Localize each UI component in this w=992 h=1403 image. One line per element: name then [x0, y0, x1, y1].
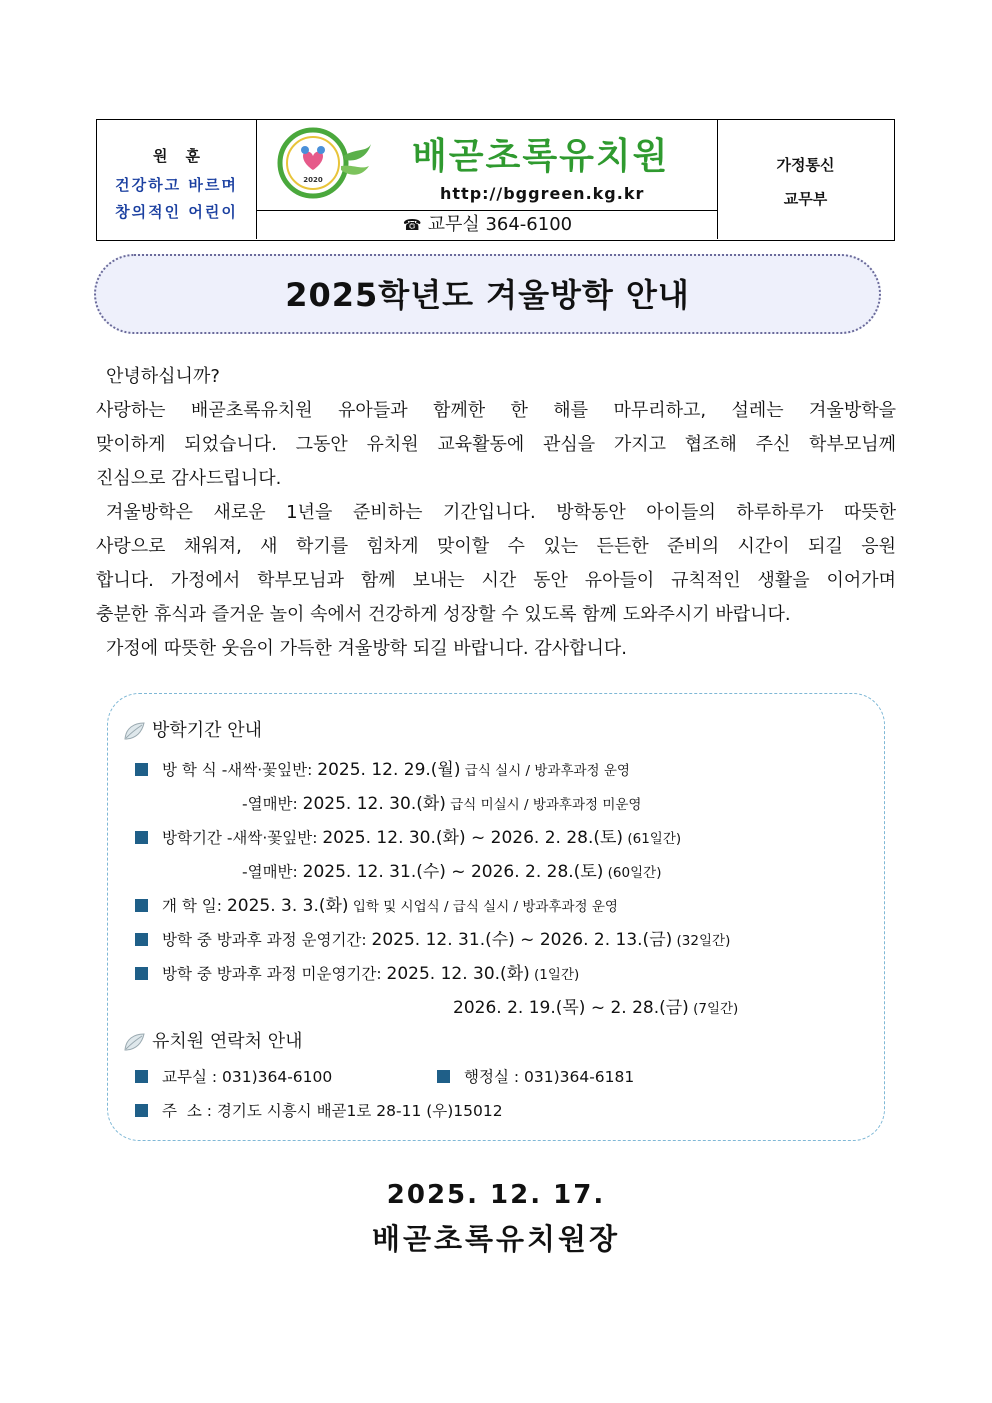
leaf-icon [122, 1031, 146, 1053]
school-cell [257, 120, 718, 239]
paragraph-line: 합니다. 가정에서 학부모님과 함께 보내는 시간 동안 유아들이 규칙적인 생활을 이어가며 [96, 570, 896, 591]
paragraph-line: 진심으로 감사드립니다. [96, 468, 282, 489]
paragraph-line: 사랑하는 배곧초록유치원 유아들과 함께한 한 해를 마무리하고, 설레는 겨울방학을 [96, 400, 896, 421]
signature: 배곧초록유치원장 [371, 1222, 621, 1256]
school-name: 배곧초록유치원 [412, 136, 670, 177]
bullet-square-icon [135, 831, 148, 844]
list-item: -열매반: 2025. 12. 30.(화) 급식 미실시 / 방과후과정 미운영 [242, 794, 642, 814]
telephone-icon: ☎ [402, 216, 422, 234]
paragraph-line: 겨울방학은 새로운 1년을 준비하는 기간입니다. 방학동안 아이들의 하루하루가 따뜻한 [106, 502, 896, 523]
page-title: 2025학년도 겨울방학 안내 [285, 276, 690, 314]
school-url[interactable]: http://bggreen.kg.kr [440, 184, 645, 203]
bullet-square-icon [135, 967, 148, 980]
greeting: 안녕하십니까? [106, 366, 220, 387]
closing-line: 가정에 따뜻한 웃음이 가득한 겨울방학 되길 바랍니다. 감사합니다. [106, 638, 627, 659]
paragraph-line: 충분한 휴식과 즐거운 놀이 속에서 건강하게 성장할 수 있도록 함께 도와주시기 바랍니다. [96, 604, 791, 625]
list-item: 방학기간 -새싹·꽃잎반: 2025. 12. 30.(화) ~ 2026. 2. 28.(토) (61일간) [135, 823, 681, 848]
section-vacation-period [122, 716, 262, 742]
contact-admin: 행정실 : 031)364-6181 [437, 1065, 634, 1087]
newsletter-type: 가정통신 [776, 156, 835, 174]
bullet-square-icon [135, 933, 148, 946]
section-title: 방학기간 안내 [152, 720, 263, 741]
title-banner [94, 254, 881, 334]
paragraph-line: 사랑으로 채워져, 새 학기를 힘차게 맞이할 수 있는 든든한 준비의 시간이 되길 응원 [96, 536, 896, 557]
list-item: 개 학 일: 2025. 3. 3.(화) 입학 및 시업식 / 급식 실시 / 방과후과정 운영 [135, 891, 618, 916]
paragraph-line: 맞이하게 되었습니다. 그동안 유치원 교육활동에 관심을 가지고 협조해 주신 학부모님께 [96, 434, 896, 455]
motto-title: 원훈 [153, 147, 218, 165]
section-contact [122, 1027, 303, 1053]
school-name-area [257, 120, 718, 211]
motto-cell [97, 120, 257, 239]
office-phone [257, 211, 718, 239]
motto-line-1: 건강하고 바르며 [115, 176, 238, 194]
letter-body [96, 360, 896, 666]
letter-date: 2025. 12. 17. [386, 1180, 606, 1210]
bullet-square-icon [135, 1070, 148, 1083]
info-box [107, 693, 885, 1141]
department: 교무부 [783, 190, 828, 208]
list-item: -열매반: 2025. 12. 31.(수) ~ 2026. 2. 28.(토) (60일간) [242, 862, 662, 882]
letterhead [96, 119, 895, 241]
bullet-square-icon [135, 899, 148, 912]
section-title: 유치원 연락처 안내 [152, 1031, 303, 1052]
list-item: 2026. 2. 19.(목) ~ 2. 28.(금) (7일간) [453, 998, 739, 1018]
bullet-square-icon [135, 1104, 148, 1117]
list-item: 방학 중 방과후 과정 미운영기간: 2025. 12. 30.(화) (1일간) [135, 959, 579, 984]
newsletter-type-cell [718, 120, 893, 239]
list-item: 방 학 식 -새싹·꽃잎반: 2025. 12. 29.(월) 급식 실시 / 방과후과정 운영 [135, 755, 630, 780]
leaf-icon [122, 720, 146, 742]
list-item: 방학 중 방과후 과정 운영기간: 2025. 12. 31.(수) ~ 2026. 2. 13.(금) (32일간) [135, 925, 730, 950]
school-logo-icon [275, 126, 375, 200]
bullet-square-icon [135, 763, 148, 776]
contact-address: 주 소 : 경기도 시흥시 배곧1로 28-11 (우)15012 [135, 1099, 503, 1121]
contact-office: 교무실 : 031)364-6100 [135, 1065, 332, 1087]
motto-line-2: 창의적인 어린이 [115, 203, 238, 221]
bullet-square-icon [437, 1070, 450, 1083]
office-phone-text: 교무실 364-6100 [427, 214, 573, 235]
logo-year: 2020 [303, 176, 323, 184]
